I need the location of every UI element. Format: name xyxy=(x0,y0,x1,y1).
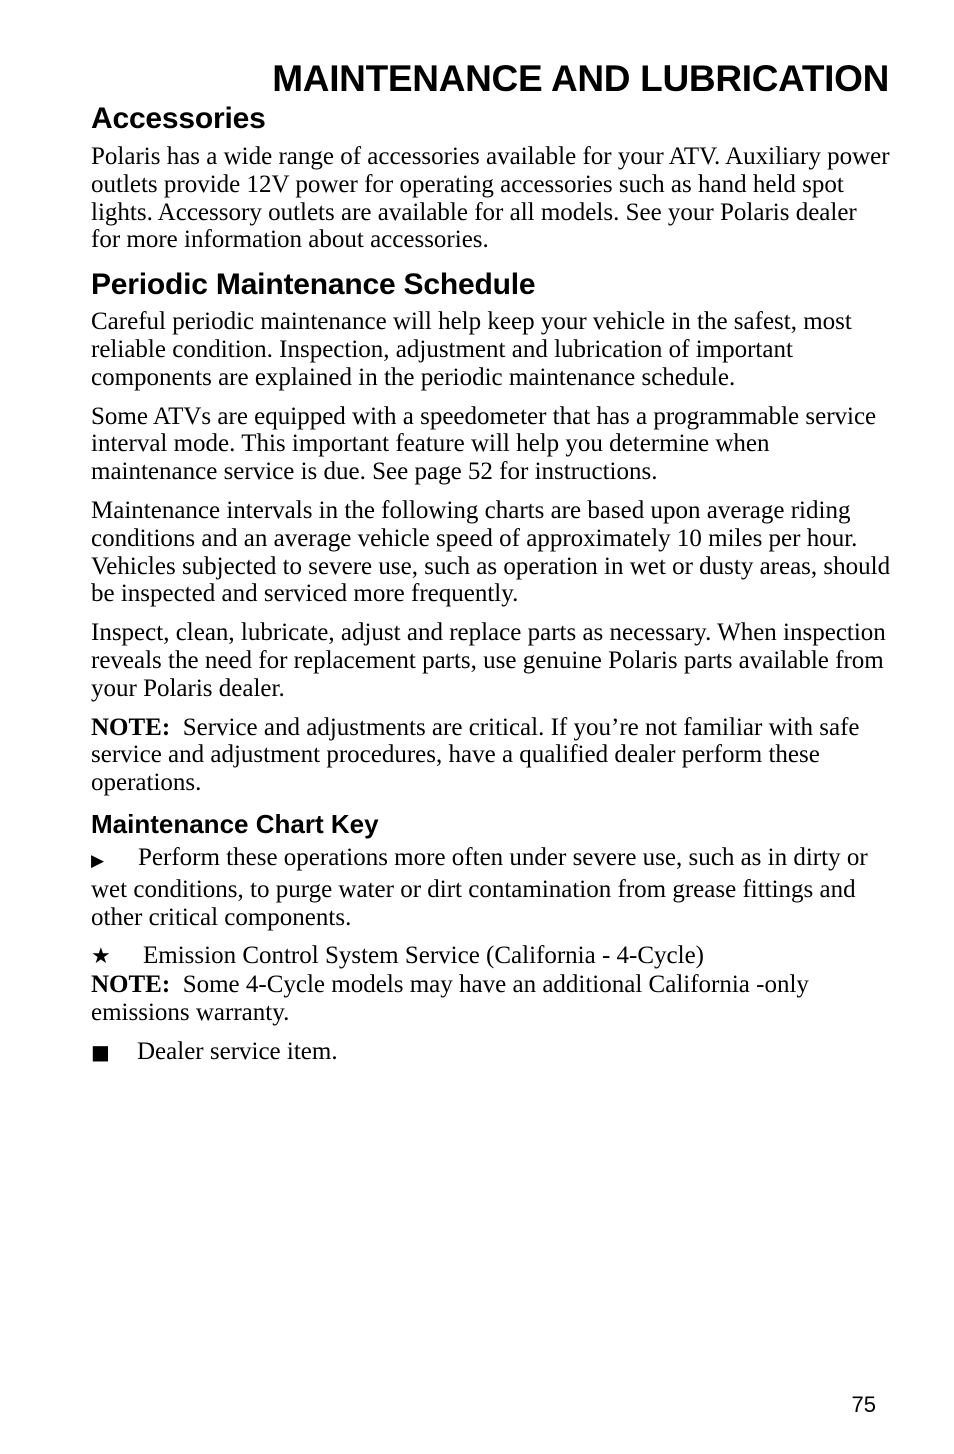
note-label: NOTE: xyxy=(91,971,171,999)
schedule-paragraph-2: Some ATVs are equipped with a speedometer that has a programmable service interval mode. This important feature will help you determine when maintenance service is due. See page 52 for instructions. xyxy=(91,402,877,486)
note-text: Some 4-Cycle models may have an additional California -only emissions warranty. xyxy=(91,971,809,1026)
chapter-title: MAINTENANCE AND LUBRICATION xyxy=(272,58,889,99)
chart-key-item-severe-use xyxy=(91,844,891,931)
triangle-right-icon: ▶ xyxy=(91,850,105,871)
star-icon: ★ xyxy=(91,944,111,970)
note-text: Service and adjustments are critical. If you’re not familiar with safe service and adjustment procedures, have a qualified dealer perform these operations. xyxy=(91,713,860,797)
accessories-section xyxy=(91,100,891,254)
chart-key-section xyxy=(91,807,891,1067)
chart-key-item-dealer xyxy=(91,1038,891,1067)
schedule-heading: Periodic Maintenance Schedule xyxy=(91,268,536,302)
accessories-heading: Accessories xyxy=(91,102,266,135)
schedule-paragraph-1: Careful periodic maintenance will help keep your vehicle in the safest, most reliable condition. Inspection, adjustment and lubrication of important components are explained in the periodic maintenance schedule. xyxy=(91,308,852,391)
chart-key-item-emission xyxy=(91,942,891,1026)
chart-key-item-text: Emission Control System Service (California - 4-Cycle) xyxy=(143,942,705,970)
accessories-paragraph: Polaris has a wide range of accessories available for your ATV. Auxiliary power outlets provide 12V power for operating accessories such as hand held spot lights. Accessory outlets are available for all models. See your Polaris dealer for more information about accessories. xyxy=(91,143,890,254)
square-icon: ■ xyxy=(91,1039,110,1064)
note-label: NOTE: xyxy=(91,713,171,741)
schedule-paragraph-3: Maintenance intervals in the following charts are based upon average riding conditions and an average vehicle speed of approximately 10 miles per hour. Vehicles subjected to severe use, such as operation in wet or dusty areas, should be inspected and serviced more frequently. xyxy=(91,496,891,608)
schedule-note xyxy=(91,714,891,797)
chart-key-item-text: Perform these operations more often under severe use, such as in dirty or wet conditions, to purge water or dirt contamination from grease fittings and other critical components. xyxy=(91,843,868,931)
schedule-paragraph-4: Inspect, clean, lubricate, adjust and replace parts as necessary. When inspection reveals the need for replacement parts, use genuine Polaris parts available from your Polaris dealer. xyxy=(91,619,886,702)
chart-key-heading: Maintenance Chart Key xyxy=(91,808,379,839)
maintenance-schedule-section xyxy=(91,266,891,797)
page-content xyxy=(91,100,891,1067)
page-number: 75 xyxy=(851,1392,876,1417)
chart-key-item-text: Dealer service item. xyxy=(137,1037,338,1065)
